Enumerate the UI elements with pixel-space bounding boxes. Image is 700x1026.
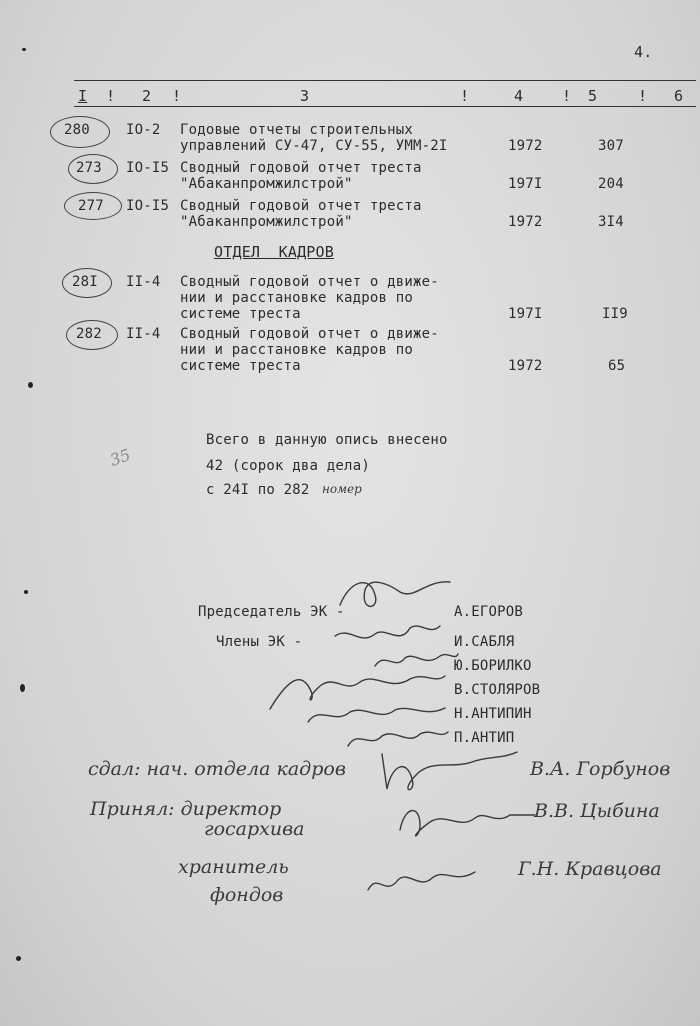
col-sep: ! <box>106 87 116 105</box>
col-sep: ! <box>638 87 648 105</box>
keeper-label: фондов <box>210 884 284 906</box>
circled-number: 282 <box>76 326 102 342</box>
col-sep: ! <box>562 87 572 105</box>
edge-speck <box>20 684 25 692</box>
edge-speck <box>24 590 28 594</box>
page-number: 4. <box>634 43 653 61</box>
circled-number: 28I <box>72 274 98 290</box>
header-bottom-rule <box>74 106 696 107</box>
member-name: И.САБЛЯ <box>454 634 515 650</box>
chair-name: А.ЕГОРОВ <box>454 604 524 620</box>
case-title-line: "Абаканпромжилстрой" <box>180 214 353 230</box>
col-sep: ! <box>460 87 470 105</box>
edge-speck <box>22 48 26 51</box>
col-header-1: I <box>78 87 88 105</box>
case-title-line: нии и расстановке кадров по <box>180 290 413 306</box>
handed-over-label: сдал: нач. отдела кадров <box>88 758 346 780</box>
handed-over-name: В.А. Горбунов <box>530 758 671 780</box>
member-name: Н.АНТИПИН <box>454 706 532 722</box>
case-year: 197I <box>508 176 543 192</box>
case-title-line: Сводный годовой отчет о движе- <box>180 326 439 342</box>
case-title-line: "Абаканпромжилстрой" <box>180 176 353 192</box>
keeper-signature <box>360 862 480 902</box>
circled-number: 277 <box>78 198 104 214</box>
case-sheets: II9 <box>602 306 628 322</box>
summary-line: Всего в данную опись внесено <box>206 432 448 448</box>
case-title-line: управлений СУ-47, СУ-55, УММ-2I <box>180 138 448 154</box>
col-header-3: 3 <box>300 87 310 105</box>
header-top-rule <box>74 80 696 81</box>
chair-label: Председатель ЭК - <box>198 604 345 620</box>
members-label: Члены ЭК - <box>216 634 303 650</box>
margin-note: 35 <box>107 445 133 470</box>
summary-line: с 24I по 282 <box>206 482 310 498</box>
accepted-signature <box>390 800 540 844</box>
accepted-label: госархива <box>204 818 305 840</box>
case-sheets: 65 <box>608 358 626 374</box>
keeper-name: Г.Н. Кравцова <box>518 858 662 880</box>
col-header-5: 5 <box>588 87 598 105</box>
case-year: 1972 <box>508 214 543 230</box>
handed-over-signature <box>372 744 522 804</box>
chair-signature <box>330 570 470 620</box>
case-title-line: системе треста <box>180 358 301 374</box>
member-name: П.АНТИП <box>454 730 515 746</box>
col-header-4: 4 <box>514 87 524 105</box>
case-index: IO-I5 <box>126 198 170 214</box>
accepted-name: В.В. Цыбина <box>534 800 660 822</box>
case-index: II-4 <box>126 274 161 290</box>
member-name: В.СТОЛЯРОВ <box>454 682 541 698</box>
case-title-line: системе треста <box>180 306 301 322</box>
summary-line: 42 (сорок два дела) <box>206 458 370 474</box>
case-index: IO-2 <box>126 122 161 138</box>
keeper-label: хранитель <box>178 856 289 878</box>
case-sheets: 3I4 <box>598 214 624 230</box>
case-year: 1972 <box>508 358 543 374</box>
case-title-line: нии и расстановке кадров по <box>180 342 413 358</box>
member-name: Ю.БОРИЛКО <box>454 658 532 674</box>
handwritten-word: номер <box>322 482 362 496</box>
edge-speck <box>16 956 21 961</box>
col-sep: ! <box>172 87 182 105</box>
col-header-2: 2 <box>142 87 152 105</box>
case-year: 1972 <box>508 138 543 154</box>
case-year: 197I <box>508 306 543 322</box>
case-sheets: 204 <box>598 176 624 192</box>
edge-speck <box>28 382 33 388</box>
case-title-line: Сводный годовой отчет треста <box>180 198 422 214</box>
case-sheets: 307 <box>598 138 624 154</box>
case-index: II-4 <box>126 326 161 342</box>
circled-number: 280 <box>64 122 90 138</box>
case-title-line: Годовые отчеты строительных <box>180 122 413 138</box>
circled-number: 273 <box>76 160 102 176</box>
case-index: IO-I5 <box>126 160 170 176</box>
col-header-6: 6 <box>674 87 684 105</box>
case-title-line: Сводный годовой отчет о движе- <box>180 274 439 290</box>
case-title-line: Сводный годовой отчет треста <box>180 160 422 176</box>
section-heading: ОТДЕЛ КАДРОВ <box>214 243 334 261</box>
accepted-label: Принял: директор <box>90 798 282 820</box>
